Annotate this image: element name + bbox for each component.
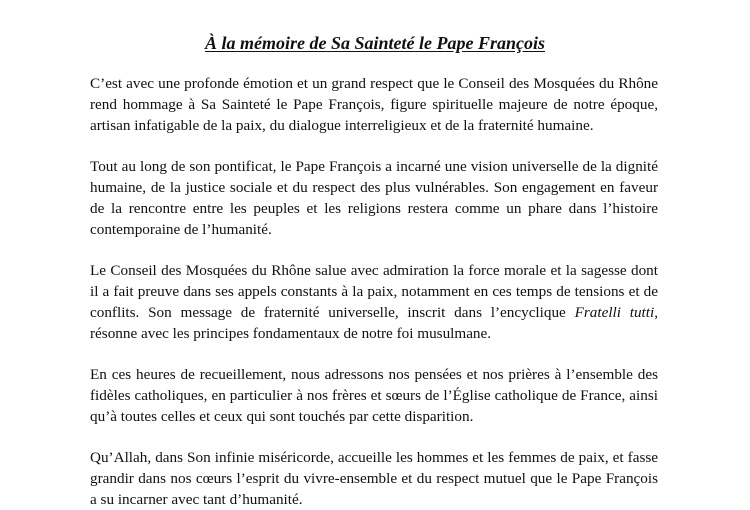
encyclical-title: Fratelli tutti [574,304,655,321]
paragraph-pontificate: Tout au long de son pontificat, le Pape François a incarné une vision universelle de la dignité humaine, de la justice sociale et du respect des plus vulnérables. Son engagement en faveur de la rencontre entre les peuples et les religions restera comme un phare dans l’histoire contemporaine de l’humanité. [90,158,658,238]
document-body [90,73,658,510]
paragraph-text-after: , résonne avec les principes fondamentaux de notre foi musulmane. [90,304,659,342]
paragraph-fratelli-tutti [90,260,658,344]
paragraph-tribute: C’est avec une profonde émotion et un grand respect que le Conseil des Mosquées du Rhône rend hommage à Sa Sainteté le Pape François, figure spirituelle majeure de notre époque, artisan infatigable de la paix, du dialogue interreligieux et de la fraternité humaine. [90,75,658,134]
document-title: À la mémoire de Sa Sainteté le Pape François [205,33,545,53]
paragraph-text-before: Le Conseil des Mosquées du Rhône salue avec admiration la force morale et la sagesse dont il a fait preuve dans ses appels constants à la paix, notamment en ces temps de tensions et de conflits. Son message de fraternité universelle, inscrit dans l’encyclique [90,262,658,321]
paragraph-prayer: Qu’Allah, dans Son infinie miséricorde, accueille les hommes et les femmes de paix, et fasse grandir dans nos cœurs l’esprit du vivre-ensemble et du respect mutuel que le Pape François a su incarner avec tant d’humanité. [90,449,658,508]
paragraph-condolences: En ces heures de recueillement, nous adressons nos pensées et nos prières à l’ensemble des fidèles catholiques, en particulier à nos frères et sœurs de l’Église catholique de France, ainsi qu’à toutes celles et ceux qui sont touchés par cette disparition. [90,366,658,425]
